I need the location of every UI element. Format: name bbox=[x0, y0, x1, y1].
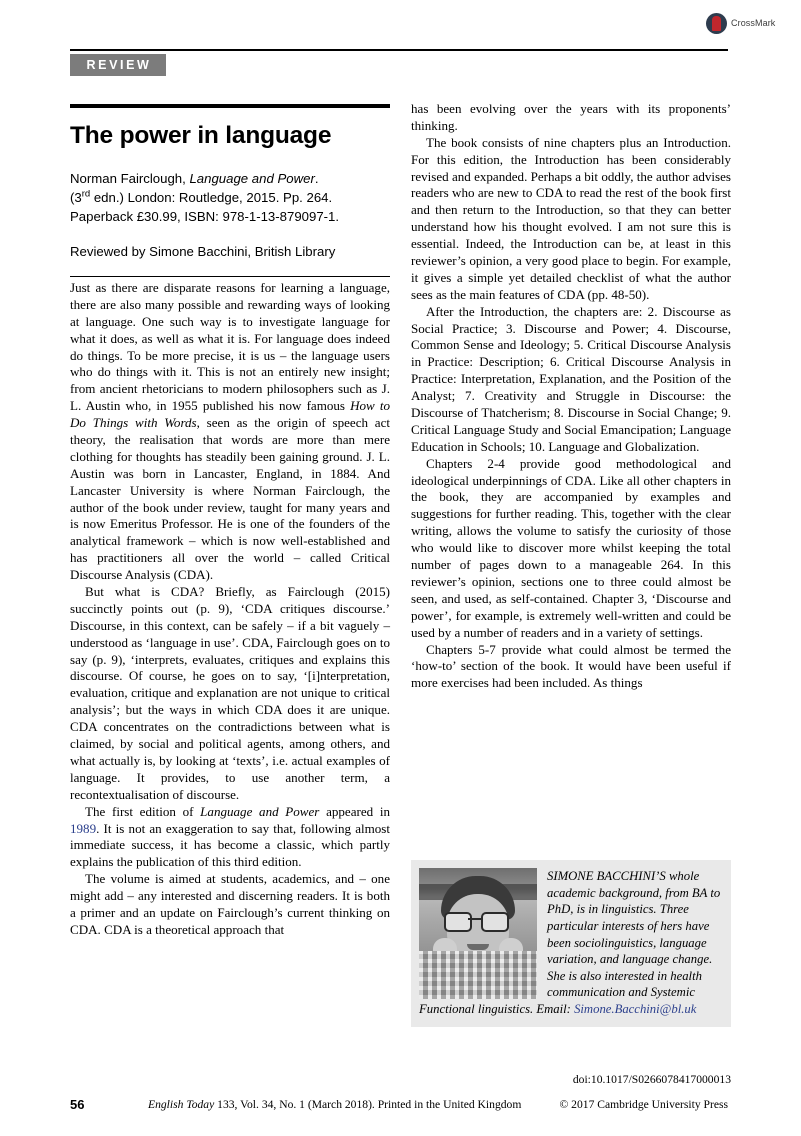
reviewer-line: Reviewed by Simone Bacchini, British Library bbox=[70, 244, 336, 260]
page-title: The power in language bbox=[70, 122, 332, 149]
masthead bbox=[70, 104, 390, 277]
author-email-link[interactable]: Simone.Bacchini@bl.uk bbox=[574, 1002, 697, 1017]
paragraph: The volume is aimed at students, academics, and – one might add – any interested and discerning readers. It is both a primer and an update on Fairclough’s current thinking on CDA. CDA is a theoretical approach that bbox=[70, 871, 390, 937]
paragraph-text-end: . It is not an exaggeration to say that, following almost immediate success, it has become a classic, which partly explains the publication of this third edition. bbox=[70, 820, 390, 870]
citation-isbn: Paperback £30.99, ISBN: 978-1-13-879097-1. bbox=[70, 208, 340, 224]
author-bio-box bbox=[411, 860, 731, 1027]
citation-author: Norman Fairclough, bbox=[70, 171, 190, 187]
masthead-bottom-rule bbox=[70, 276, 390, 277]
paragraph bbox=[70, 804, 390, 872]
paragraph: Chapters 5-7 provide what could almost be termed the ‘how-to’ section of the book. It would have been useful if more exercises had been included. As things bbox=[411, 641, 731, 691]
citation-publisher: edn.) London: Routledge, 2015. Pp. 264. bbox=[90, 189, 333, 205]
citation-edition-ordinal: rd bbox=[81, 188, 91, 200]
crossmark-icon bbox=[706, 13, 727, 34]
paragraph: has been evolving over the years with its proponents’ thinking. bbox=[411, 101, 731, 133]
journal-issue: 133, Vol. 34, No. 1 (March 2018). Printed in the United Kingdom bbox=[214, 1098, 522, 1111]
paragraph bbox=[70, 280, 390, 584]
page-number: 56 bbox=[70, 1097, 85, 1112]
photo-shirt bbox=[419, 951, 537, 999]
paragraph: After the Introduction, the chapters are: 2. Discourse as Social Practice; 3. Discourse and Power; 4. Discourse, Common Sense and Ideology; 5. Critical Discourse Analysis in Practice: Description; 6. Critical Discourse Analysis in Practice: Interpretation, Explanation, and the Position of the Analyst; 7. Creativity and Struggle in Discourse: the Discourse of Thatcherism; 8. Discourse in Social Change; 9. Critical Language Study and Social Emancipation; Language Education in Schools; 10. Language and Globalization. bbox=[411, 303, 731, 454]
crossmark-label: CrossMark bbox=[731, 18, 776, 28]
section-badge-label: REVIEW bbox=[86, 58, 152, 72]
author-bio-text: whole academic background, from BA to PhD, is in linguistics. Three particular interests of hers have been sociolinguistics, language variation, and language change. She is also interested in health communication and Systemic Functional linguistics. Email: bbox=[419, 869, 721, 1017]
citation-edition-pre: (3 bbox=[70, 189, 82, 205]
book-title-italic: Language and Power bbox=[200, 803, 320, 819]
paragraph-text-cont: , seen as the origin of speech act theory, the realisation that words are more than mere clothing for thoughts has steadily been gaining ground. J. L. Austin was born in Lancaster, England, in 1884. And Lancaster University is where Norman Fairclough, the author of the book under review, taught for many years and is now Emeritus Professor. He is one of the founders of the analytical framework – which is now well-established and has practitioners all over the world – called Critical Discourse Analysis (CDA). bbox=[70, 415, 390, 583]
book-title-italic: How to Do Things with Words bbox=[70, 398, 390, 431]
citation-period: . bbox=[314, 171, 319, 187]
paragraph: Chapters 2-4 provide good methodological and ideological underpinnings of CDA. Like all other chapters in the book, they are accompanied by examples and suggestions for further reading. This, together with the clear writing, allows the volume to satisfy the curiosity of those who would like to discover more whilst keeping the total number of pages down to a manageable 264. In this reviewer’s opinion, sections one to three could almost be seen, and used, as self-contained. Chapter 3, ‘Discourse and power’, for example, is extremely well-written and could be used by a number of readers and in a variety of settings. bbox=[411, 455, 731, 640]
doi-line: doi:10.1017/S0266078417000013 bbox=[572, 1073, 731, 1086]
citation-book-title: Language and Power bbox=[189, 171, 315, 187]
header-rule bbox=[70, 49, 728, 51]
paragraph: The book consists of nine chapters plus an Introduction. For this edition, the Introduction has been considerably revised and expanded. Perhaps a bit oddly, the author advises readers who are new to CDA to read the rest of the book first and then return to the Introduction, so that they can better understand how his thought evolved. I am not sure this is essential. Indeed, the Introduction can be, at least in this reviewer’s opinion, a very good place to begin. For example, it gives a simple yet detailed checklist of what the author sees as the main features of CDA (pp. 48-50). bbox=[411, 134, 731, 302]
copyright-notice: © 2017 Cambridge University Press bbox=[559, 1098, 728, 1111]
author-bio-name: SIMONE BACCHINI’S bbox=[547, 869, 666, 883]
journal-citation bbox=[148, 1098, 521, 1111]
book-citation bbox=[70, 170, 390, 226]
year-reference-link[interactable]: 1989 bbox=[70, 820, 97, 836]
body-column-left bbox=[70, 280, 390, 939]
section-badge bbox=[70, 54, 166, 76]
body-column-right bbox=[411, 101, 731, 692]
author-photo bbox=[419, 868, 537, 999]
paragraph: But what is CDA? Briefly, as Fairclough (2015) succinctly points out (p. 9), ‘CDA critiques discourse.’ Discourse, in this context, can be safely – if a bit vaguely – understood as ‘language in use’. CDA, Fairclough goes on to say (p. 9), ‘interprets, evaluates, critiques and explains this discourse. Of course, he goes on to say, ‘[i]nterpretation, evaluation, critique and explanation are not unique to critical analysis’; but the ways in which CDA does it are unique. CDA concentrates on the contradictions between what is claimed, by social and political agents, among others, and what actually is, by looking at ‘texts’, i.e. actual examples of language. It provides, to use another term, a recontextualisation of discourse. bbox=[70, 584, 390, 802]
photo-glasses-right bbox=[481, 912, 509, 932]
title-rule bbox=[70, 104, 390, 108]
photo-glasses-left bbox=[444, 912, 472, 932]
photo-glasses-bridge bbox=[468, 918, 481, 920]
photo-mouth bbox=[467, 944, 489, 950]
crossmark-badge[interactable] bbox=[706, 9, 784, 37]
paragraph-text-cont: appeared in bbox=[319, 803, 390, 819]
paragraph-text: Just as there are disparate reasons for learning a language, there are also many possible and rewarding ways of looking at language. One such way is to investigate language for what it does, as well as what it is. For language does indeed do things. To be more precise, it is us – the language users who do things with it. This is not an entirely new insight; from ancient rhetoricians to modern philosophers such as J. L. Austin who, in 1955 published his now famous bbox=[70, 280, 390, 414]
page-footer bbox=[70, 1097, 728, 1117]
journal-name: English Today bbox=[148, 1098, 215, 1111]
paragraph-text: The first edition of bbox=[85, 803, 201, 819]
